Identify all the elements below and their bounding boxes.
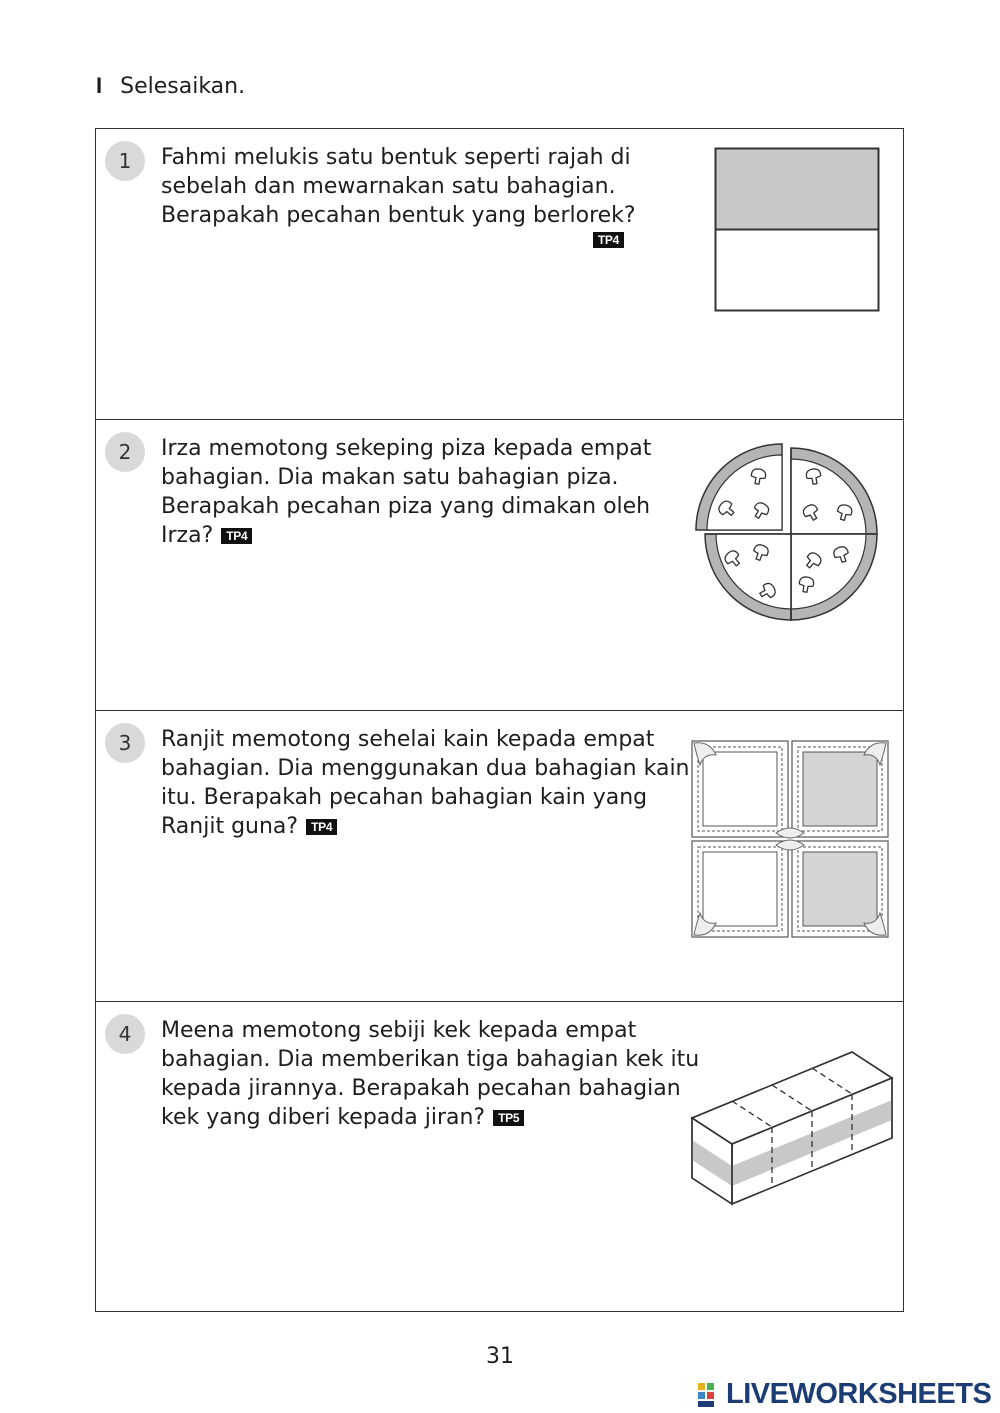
brand-name: LIVEWORKSHEETS	[726, 1378, 992, 1410]
tp-badge: TP4	[221, 528, 252, 544]
section-heading	[96, 73, 245, 99]
liveworksheets-icon	[697, 1382, 723, 1408]
cake-figure	[690, 1048, 894, 1208]
tp-badge: TP4	[593, 232, 624, 248]
question-number: 2	[105, 432, 145, 472]
pizza-figure	[694, 434, 889, 634]
question-3-text: Ranjit memotong sehelai kain kepada empat bahagian. Dia menggunakan dua bahagian kain itu. Berapakah pecahan bahagian kain yang Ranjit guna?	[161, 727, 690, 839]
question-1-text: Fahmi melukis satu bentuk seperti rajah di sebelah dan mewarnakan satu bahagian. Berapakah pecahan bentuk yang berlorek?	[161, 145, 636, 228]
shaded-part	[716, 149, 879, 230]
question-2-text: Irza memotong sekeping piza kepada empat bahagian. Dia makan satu bahagian piza. Berapakah pecahan piza yang dimakan oleh Irza?	[161, 436, 652, 548]
eaten-slice	[696, 444, 782, 530]
question-text	[161, 1016, 701, 1132]
section-instruction: Selesaikan.	[120, 74, 246, 99]
section-roman-numeral: I	[96, 73, 103, 98]
question-row-2	[96, 420, 903, 711]
question-4-text: Meena memotong sebiji kek kepada empat bahagian. Dia memberikan tiga bahagian kek itu kepada jirannya. Berapakah pecahan bahagian kek yang diberi kepada jiran?	[161, 1018, 700, 1130]
question-row-1	[96, 129, 903, 420]
question-text	[161, 143, 701, 248]
question-text	[161, 434, 701, 550]
unshaded-part	[716, 230, 879, 311]
page-number: 31	[486, 1344, 514, 1369]
shaded-rectangle-figure	[714, 147, 882, 313]
tp-badge: TP4	[306, 819, 337, 835]
question-row-4	[96, 1002, 903, 1293]
tp-badge: TP5	[493, 1110, 524, 1126]
question-number: 3	[105, 723, 145, 763]
question-number: 1	[105, 141, 145, 181]
question-text	[161, 725, 701, 841]
cloth-figure	[690, 737, 890, 941]
question-number: 4	[105, 1014, 145, 1054]
brand-logo[interactable]	[697, 1378, 991, 1411]
question-row-3	[96, 711, 903, 1002]
questions-table	[95, 128, 904, 1312]
